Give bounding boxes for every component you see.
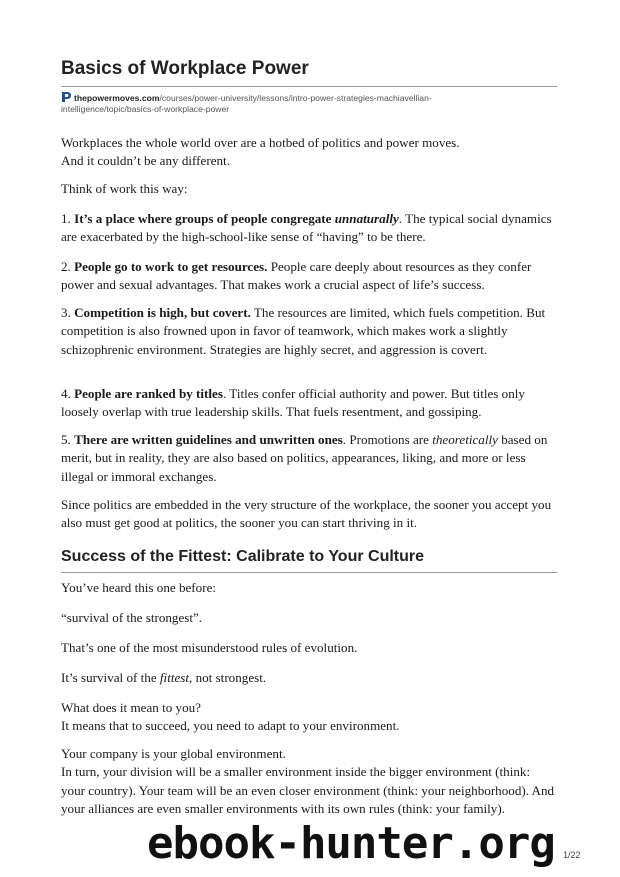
page-title: Basics of Workplace Power: [61, 58, 309, 79]
intro-line2: And it couldn’t be any different.: [61, 153, 230, 169]
point-body: . Promotions are: [342, 432, 433, 447]
p4-text: It’s survival of the: [61, 670, 160, 685]
point-heading: There are written guidelines and unwritten ones: [74, 432, 343, 447]
powermoves-logo-icon: [61, 92, 71, 102]
point-heading: People go to work to get resources.: [74, 259, 268, 274]
point-1: [61, 210, 557, 247]
watermark: ebook-hunter.org: [147, 818, 555, 869]
p5-line2: It means that to succeed, you need to adapt to your environment.: [61, 718, 400, 734]
point-4: [61, 385, 557, 422]
point-number: 2.: [61, 259, 75, 274]
title-divider: [61, 86, 557, 87]
p6-line1: Your company is your global environment.: [61, 746, 286, 761]
page-number: 1/22: [563, 850, 581, 860]
point-heading: Competition is high, but covert.: [74, 305, 251, 320]
source-path-line2: intelligence/topic/basics-of-workplace-power: [61, 104, 230, 114]
intro-line1: Workplaces the whole world over are a hotbed of politics and power moves.: [61, 135, 460, 150]
point-3: [61, 304, 557, 359]
point-number: 5.: [61, 432, 75, 447]
point-body-cont: based on merit, but in reality, they are also based on politics, appearances, liking, and more or less illegal or immoral exchanges.: [61, 432, 548, 484]
point-number: 1.: [61, 211, 75, 226]
section-divider: [61, 572, 557, 573]
section-paragraph-6: [61, 745, 557, 819]
section-paragraph-5: [61, 699, 557, 736]
point-heading: People are ranked by titles: [74, 386, 223, 401]
section-paragraph-4: [61, 669, 557, 687]
p6-line2: In turn, your division will be a smaller environment inside the bigger environment (think: your country). Your team will be an even closer environment (think: your neighborhood). And your alliances are even smaller environments with its own rules (think: your family).: [61, 764, 555, 817]
p4-emphasis: fittest: [159, 670, 190, 685]
section-paragraph-2: “survival of the strongest”.: [61, 610, 203, 625]
point-heading-emphasis: unnaturally: [334, 211, 399, 226]
section-heading: Success of the Fittest: Calibrate to Your Culture: [61, 548, 425, 565]
point-body: . Titles confer official authority and power. But titles only loosely overlap with true leadership skills. That fuels resentment, and gossiping.: [61, 386, 525, 420]
section-paragraph-1: You’ve heard this one before:: [61, 580, 217, 595]
source-url[interactable]: [61, 92, 557, 115]
point-heading: It’s a place where groups of people congregate: [74, 211, 335, 226]
p4-text-end: , not strongest.: [189, 670, 267, 685]
intro-paragraph: [61, 134, 557, 171]
think-paragraph: Think of work this way:: [61, 181, 188, 196]
point-body: People care deeply about resources as they confer power and sexual advantages. That makes work a crucial aspect of life’s success.: [61, 259, 532, 293]
point-number: 3.: [61, 305, 75, 320]
point-5: [61, 431, 557, 486]
source-domain: thepowermoves.com: [74, 93, 160, 103]
point-body: . The typical social dynamics are exacerbated by the high-school-like sense of “having” to be there.: [61, 211, 552, 245]
source-path-line1: /courses/power-university/lessons/intro-power-strategies-machiavellian-: [159, 93, 432, 103]
point-2: [61, 258, 557, 295]
point-body: The resources are limited, which fuels competition. But competition is also frowned upon in favor of teamwork, which makes work a slightly schizophrenic environment. Strategies are highly secret, and aggression is covert.: [61, 305, 546, 357]
point-number: 4.: [61, 386, 75, 401]
section-paragraph-3: That’s one of the most misunderstood rules of evolution.: [61, 640, 358, 655]
p5-line1: What does it mean to you?: [61, 700, 201, 715]
point-emphasis: theoretically: [432, 432, 498, 447]
conclusion-paragraph: Since politics are embedded in the very structure of the workplace, the sooner you accept you also must get good at politics, the sooner you can start thriving in it.: [61, 497, 552, 531]
